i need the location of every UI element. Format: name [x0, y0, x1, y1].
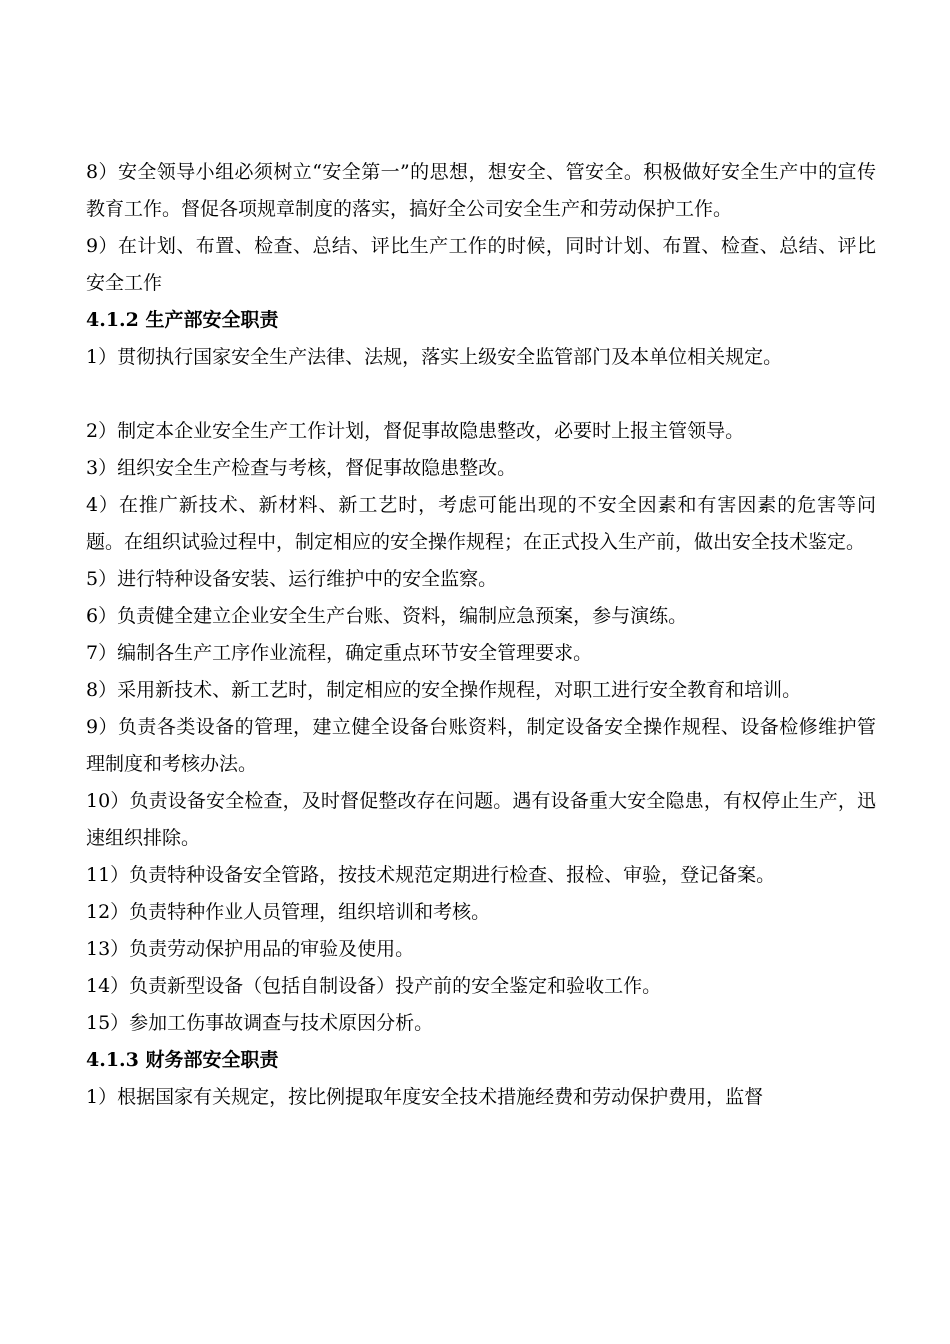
list-item: 2）制定本企业安全生产工作计划，督促事故隐患整改，必要时上报主管领导。	[86, 420, 745, 442]
list-item: 4）在推广新技术、新材料、新工艺时，考虑可能出现的不安全因素和有害因素的危害等问题。在组织试验过程中，制定相应的安全操作规程；在正式投入生产前，做出安全技术鉴定。	[86, 494, 876, 553]
document-page	[86, 154, 876, 1116]
list-item: 14）负责新型设备（包括自制设备）投产前的安全鉴定和验收工作。	[86, 975, 662, 997]
list-item: 15）参加工伤事故调查与技术原因分析。	[86, 1012, 434, 1034]
list-item: 10）负责设备安全检查，及时督促整改存在问题。遇有设备重大安全隐患，有权停止生产，迅速组织排除。	[86, 790, 876, 849]
list-item: 6）负责健全建立企业安全生产台账、资料，编制应急预案，参与演练。	[86, 605, 688, 627]
list-item: 12）负责特种作业人员管理，组织培训和考核。	[86, 901, 491, 923]
list-item: 11）负责特种设备安全管路，按技术规范定期进行检查、报检、审验，登记备案。	[86, 864, 776, 886]
list-item: 13）负责劳动保护用品的审验及使用。	[86, 938, 415, 960]
paragraph-item-9: 9）在计划、布置、检查、总结、评比生产工作的时候，同时计划、布置、检查、总结、评比安全工作	[86, 235, 876, 294]
list-item: 8）采用新技术、新工艺时，制定相应的安全操作规程，对职工进行安全教育和培训。	[86, 679, 802, 701]
paragraph-item-8: 8）安全领导小组必须树立“安全第一”的思想，想安全、管安全。积极做好安全生产中的宣传教育工作。督促各项规章制度的落实，搞好全公司安全生产和劳动保护工作。	[86, 161, 876, 220]
list-item: 1）贯彻执行国家安全生产法律、法规，落实上级安全监管部门及本单位相关规定。	[86, 346, 783, 368]
list-item: 9）负责各类设备的管理，建立健全设备台账资料，制定设备安全操作规程、设备检修维护管理制度和考核办法。	[86, 716, 876, 775]
blank-line	[86, 376, 876, 413]
section-heading-4-1-2: 4.1.2 生产部安全职责	[86, 309, 279, 331]
list-item: 5）进行特种设备安装、运行维护中的安全监察。	[86, 568, 498, 590]
paragraph-finance-1: 1）根据国家有关规定，按比例提取年度安全技术措施经费和劳动保护费用，监督	[86, 1086, 764, 1108]
section-heading-4-1-3: 4.1.3 财务部安全职责	[86, 1049, 279, 1071]
list-item: 7）编制各生产工序作业流程，确定重点环节安全管理要求。	[86, 642, 593, 664]
list-item: 3）组织安全生产检查与考核，督促事故隐患整改。	[86, 457, 517, 479]
